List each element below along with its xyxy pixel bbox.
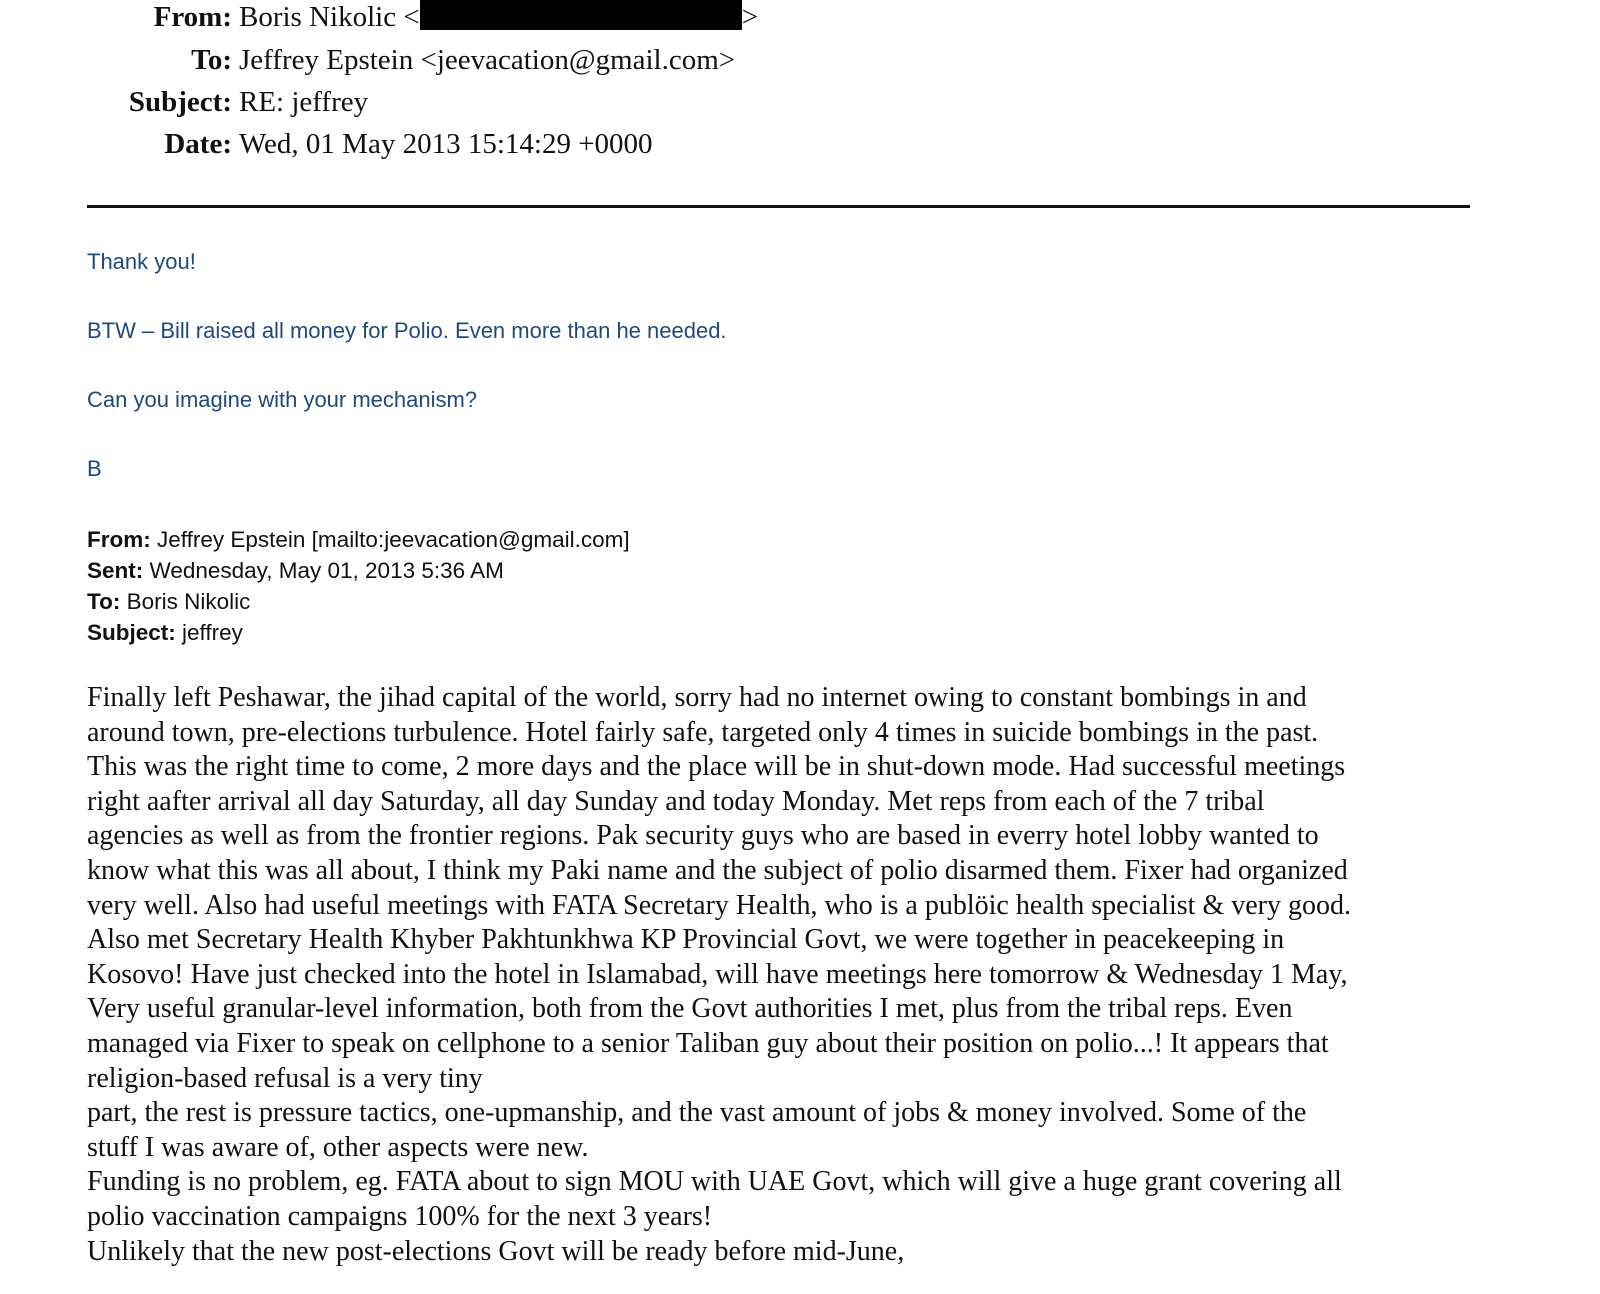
quoted-to: [87, 586, 630, 617]
body-line: Also met Secretary Health Khyber Pakhtunkhwa KP Provincial Govt, we were together in peacekeeping in: [87, 924, 1285, 956]
reply-line: BTW – Bill raised all money for Polio. Even more than he needed.: [87, 318, 727, 343]
header-date: [0, 123, 653, 165]
quoted-email-body: [87, 681, 1351, 1269]
quoted-from-label: From:: [87, 527, 151, 552]
quoted-to-label: To:: [87, 589, 121, 614]
body-line: polio vaccination campaigns 100% for the next 3 years!: [87, 1200, 713, 1232]
reply-signature: B: [87, 456, 102, 481]
to-label: To:: [191, 44, 232, 76]
body-line: This was the right time to come, 2 more days and the place will be in shut-down mode. Had successful meetings: [87, 751, 1346, 783]
from-close: >: [741, 1, 759, 33]
quoted-to-value: Boris Nikolic: [126, 589, 251, 614]
from-label: From:: [153, 1, 232, 33]
body-line: Unlikely that the new post-elections Govt will be ready before mid-June,: [87, 1235, 905, 1267]
body-line: religion-based refusal is a very tiny: [87, 1062, 483, 1094]
body-line: Very useful granular-level information, both from the Govt authorities I met, plus from the tribal reps. Even: [87, 993, 1293, 1025]
quoted-sent: [87, 555, 630, 586]
body-line: part, the rest is pressure tactics, one-upmanship, and the vast amount of jobs & money involved. Some of the: [87, 1097, 1307, 1129]
quoted-sent-value: Wednesday, May 01, 2013 5:36 AM: [149, 558, 504, 583]
quoted-subject-value: jeffrey: [182, 620, 243, 645]
redaction-box: [420, 0, 742, 30]
body-line: right aafter arrival all day Saturday, all day Sunday and today Monday. Met reps from each of the 7 tribal: [87, 785, 1265, 817]
reply-line: Thank you!: [87, 249, 196, 274]
header-divider: [87, 205, 1470, 208]
body-line: Funding is no problem, eg. FATA about to sign MOU with UAE Govt, which will give a huge grant covering all: [87, 1166, 1342, 1198]
quoted-email-header: [87, 524, 630, 648]
quoted-subject: [87, 617, 630, 648]
date-label: Date:: [164, 128, 232, 160]
to-value: Jeffrey Epstein <jeevacation@gmail.com>: [239, 44, 736, 76]
header-subject: [0, 81, 368, 123]
reply-line: Can you imagine with your mechanism?: [87, 387, 478, 412]
header-to: [0, 39, 735, 81]
body-line: know what this was all about, I think my Paki name and the subject of polio disarmed them. Fixer had organized: [87, 854, 1348, 886]
body-line: managed via Fixer to speak on cellphone to a senior Taliban guy about their position on polio...! It appears that: [87, 1027, 1329, 1059]
body-line: Kosovo! Have just checked into the hotel in Islamabad, will have meetings here tomorrow & Wednesday 1 May,: [87, 958, 1348, 990]
from-value: Boris Nikolic <: [239, 1, 420, 33]
quoted-subject-label: Subject:: [87, 620, 176, 645]
header-from: [0, 0, 758, 38]
subject-label: Subject:: [128, 86, 232, 118]
body-line: Finally left Peshawar, the jihad capital of the world, sorry had no internet owing to constant bombings in and: [87, 682, 1307, 713]
body-line: stuff I was aware of, other aspects were new.: [87, 1131, 589, 1163]
quoted-from-value: Jeffrey Epstein [mailto:jeevacation@gmail.com]: [157, 527, 630, 552]
quoted-from: [87, 524, 630, 555]
quoted-sent-label: Sent:: [87, 558, 144, 583]
body-line: very well. Also had useful meetings with FATA Secretary Health, who is a publöic health specialist & very good.: [87, 889, 1351, 921]
date-value: Wed, 01 May 2013 15:14:29 +0000: [239, 128, 653, 160]
body-line: agencies as well as from the frontier regions. Pak security guys who are based in everry hotel lobby wanted to: [87, 820, 1319, 852]
body-line: around town, pre-elections turbulence. Hotel fairly safe, targeted only 4 times in suicide bombings in the past.: [87, 716, 1319, 748]
subject-value: RE: jeffrey: [239, 86, 369, 118]
